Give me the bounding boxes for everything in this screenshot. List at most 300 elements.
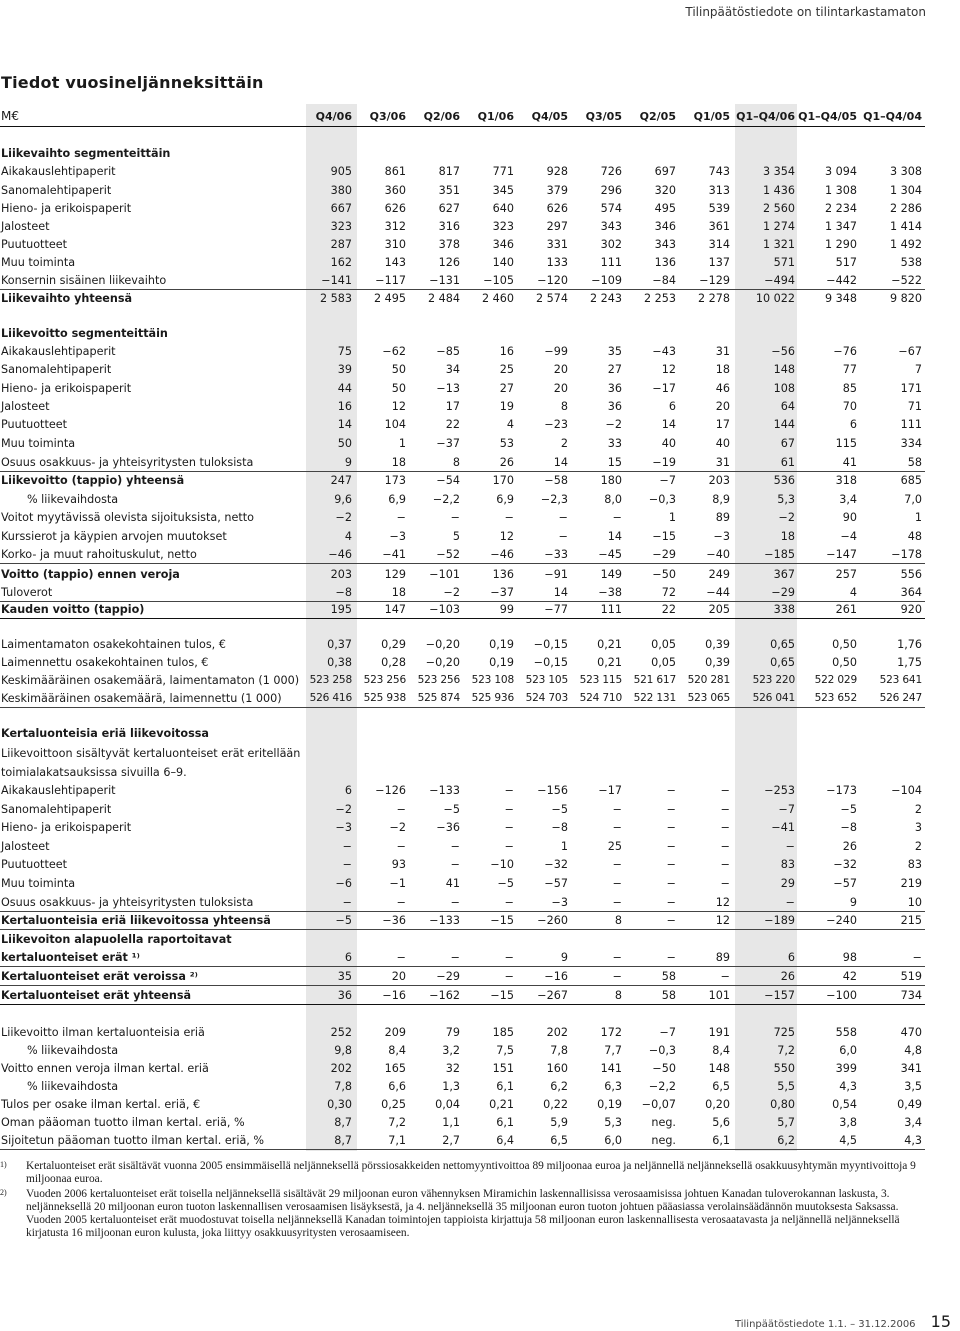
footnote-2: 2) Vuoden 2006 kertaluonteiset erät toisella neljänneksellä sisältävät 29 miljoonan euron vähennyksen Miramichin laskennallisissa verosaamisissa johtuen Kanadan tuloverokannan laskusta, 3. neljänneksellä 20 miljoonan euron tuoton laskennallisen verosaamisen lisäyksestä, ja 4. neljänneksellä 35 miljoonan euron tuoton johtuen pääasiassa verolainsäädännön muutoksesta Saksassa. Vuoden 2005 kertaluonteiset erät muodostuvat toisella neljänneksellä Kanadan toimintojen tappioista kirjattuja 58 miljoonan euron laskennallisesta verosaatavasta ja neljännellä neljänneksellä kirjatusta 16 miljoonan euron kulusta, joka liittyy osakkuusyritysten verosaamiseen. [0, 1188, 900, 1239]
table-cell: −33 [544, 548, 568, 561]
table-cell: −2 [335, 511, 352, 524]
table-cell: 1,76 [897, 638, 922, 651]
table-cell: 257 [835, 568, 857, 581]
table-cell: −44 [706, 586, 730, 599]
table-cell: −2 [778, 511, 795, 524]
table-cell: 0,29 [381, 638, 406, 651]
table-cell: 0,19 [597, 1098, 622, 1111]
table-cell: 817 [438, 165, 460, 178]
table-cell: 50 [391, 382, 406, 395]
row-label: Tulos per osake ilman kertal. eriä, € [1, 1098, 201, 1111]
table-cell: − [504, 951, 514, 964]
table-cell: 191 [708, 1026, 730, 1039]
table-cell: 0,50 [832, 656, 857, 669]
table-cell: 89 [715, 951, 730, 964]
table-cell: −105 [483, 274, 514, 287]
table-cell: 126 [438, 256, 460, 269]
table-cell: 1,3 [442, 1080, 460, 1093]
table-cell: 574 [600, 202, 622, 215]
row-label: % liikevaihdosta [27, 1080, 119, 1093]
table-cell: 18 [391, 456, 406, 469]
table-cell: 7,5 [496, 1044, 514, 1057]
table-cell: − [558, 530, 568, 543]
table-cell: −77 [544, 603, 568, 616]
table-cell: 83 [907, 858, 922, 871]
table-cell: − [666, 858, 676, 871]
table-cell: 12 [715, 914, 730, 927]
table-cell: 626 [546, 202, 568, 215]
table-cell: 41 [842, 456, 857, 469]
row-label: Konsernin sisäinen liikevaihto [1, 274, 167, 287]
table-cell: −6 [335, 877, 352, 890]
table-cell: 149 [600, 568, 622, 581]
table-cell: −494 [764, 274, 795, 287]
table-cell: 0,28 [381, 656, 406, 669]
table-cell: −178 [891, 548, 922, 561]
table-row [0, 745, 925, 762]
table-cell: 141 [600, 1062, 622, 1075]
table-cell: 1,1 [442, 1116, 460, 1129]
table-cell: 3,2 [442, 1044, 460, 1057]
table-cell: − [720, 877, 730, 890]
table-cell: − [666, 840, 676, 853]
table-cell: − [612, 951, 622, 964]
table-cell: 734 [900, 989, 922, 1002]
table-cell: −29 [436, 970, 460, 983]
table-cell: 5,5 [777, 1080, 795, 1093]
table-cell: 380 [330, 184, 352, 197]
table-cell: 71 [907, 400, 922, 413]
row-label: Keskimääräinen osakemäärä, laimentamaton (1 000) [1, 674, 300, 687]
table-cell: 536 [773, 474, 795, 487]
table-cell: − [612, 511, 622, 524]
table-cell: −0,3 [648, 1044, 676, 1057]
table-cell: 3,4 [904, 1116, 922, 1129]
table-row [0, 528, 925, 545]
table-cell: −3 [551, 896, 568, 909]
table-cell: −5 [443, 803, 460, 816]
table-cell: − [450, 896, 460, 909]
table-cell: 2 495 [373, 292, 406, 305]
table-cell: −57 [833, 877, 857, 890]
table-cell: −0,15 [533, 638, 568, 651]
table-row [0, 254, 925, 271]
row-label: Aikakauslehtipaperit [1, 345, 116, 358]
table-cell: 8,9 [712, 493, 730, 506]
table-cell: − [785, 896, 795, 909]
table-cell: −46 [328, 548, 352, 561]
table-cell: −5 [497, 877, 514, 890]
table-cell: 1 304 [889, 184, 922, 197]
table-cell: 111 [600, 603, 622, 616]
table-cell: 351 [438, 184, 460, 197]
table-row [0, 546, 925, 564]
table-cell: 538 [900, 256, 922, 269]
table-cell: 9 820 [889, 292, 922, 305]
table-cell: − [666, 951, 676, 964]
table-cell: 249 [708, 568, 730, 581]
table-cell: − [396, 896, 406, 909]
table-cell: 26 [780, 970, 795, 983]
table-cell: 4 [506, 418, 514, 431]
table-cell: 9,8 [334, 1044, 352, 1057]
table-cell: 524 703 [525, 692, 568, 704]
table-cell: 0,80 [770, 1098, 795, 1111]
table-cell: 18 [391, 586, 406, 599]
table-cell: 287 [330, 238, 352, 251]
row-label: Muu toiminta [1, 256, 76, 269]
table-row [0, 290, 925, 307]
table-cell: − [504, 896, 514, 909]
table-cell: 6,0 [604, 1134, 622, 1147]
table-cell: −62 [382, 345, 406, 358]
table-cell: 640 [492, 202, 514, 215]
table-cell: −43 [652, 345, 676, 358]
table-cell: 0,05 [651, 638, 676, 651]
table-row [0, 931, 925, 948]
table-row [0, 987, 925, 1005]
table-cell: 3 354 [762, 165, 795, 178]
table-cell: 203 [330, 568, 352, 581]
table-cell: 310 [384, 238, 406, 251]
table-cell: 0,19 [489, 638, 514, 651]
table-cell: 556 [900, 568, 922, 581]
period-header: Q3/06 [369, 110, 406, 123]
table-cell: 470 [900, 1026, 922, 1039]
table-cell: 697 [654, 165, 676, 178]
table-cell: 20 [391, 970, 406, 983]
table-cell: 0,04 [435, 1098, 460, 1111]
row-label: % liikevaihdosta [27, 1044, 119, 1057]
footnotes [0, 1160, 920, 1242]
table-cell: −109 [591, 274, 622, 287]
table-cell: 2 460 [481, 292, 514, 305]
table-cell: − [612, 877, 622, 890]
table-cell: 297 [546, 220, 568, 233]
table-cell: 89 [715, 511, 730, 524]
table-cell: −133 [429, 784, 460, 797]
row-label: Puutuotteet [1, 858, 67, 871]
table-cell: 517 [835, 256, 857, 269]
table-cell: 0,49 [897, 1098, 922, 1111]
table-cell: −129 [699, 274, 730, 287]
table-row [0, 672, 925, 689]
table-cell: 26 [842, 840, 857, 853]
table-row [0, 1024, 925, 1041]
table-cell: 64 [780, 400, 795, 413]
table-cell: 1 [668, 511, 676, 524]
table-cell: 85 [842, 382, 857, 395]
table-cell: 334 [900, 437, 922, 450]
table-cell: 50 [391, 363, 406, 376]
table-cell: 2 243 [589, 292, 622, 305]
table-cell: 523 065 [687, 692, 730, 704]
table-cell: 29 [780, 877, 795, 890]
table-cell: −0,07 [641, 1098, 676, 1111]
table-cell: 165 [384, 1062, 406, 1075]
table-cell: 523 108 [471, 674, 514, 686]
table-cell: −32 [833, 858, 857, 871]
table-cell: 4,3 [904, 1134, 922, 1147]
table-cell: 111 [900, 418, 922, 431]
table-cell: 90 [842, 511, 857, 524]
table-cell: 0,19 [489, 656, 514, 669]
table-cell: 0,65 [770, 656, 795, 669]
table-cell: −133 [429, 914, 460, 927]
table-cell: 928 [546, 165, 568, 178]
table-cell: 0,65 [770, 638, 795, 651]
table-cell: 8,7 [334, 1116, 352, 1129]
table-cell: −85 [436, 345, 460, 358]
table-row [0, 272, 925, 290]
table-cell: 9,6 [334, 493, 352, 506]
table-cell: −17 [652, 382, 676, 395]
table-row [0, 398, 925, 415]
table-cell: 20 [553, 382, 568, 395]
table-cell: 0,37 [327, 638, 352, 651]
table-cell: −101 [429, 568, 460, 581]
table-cell: − [504, 784, 514, 797]
row-label: Kauden voitto (tappio) [1, 603, 145, 616]
table-cell: 743 [708, 165, 730, 178]
table-cell: − [720, 970, 730, 983]
row-label: Aikakauslehtipaperit [1, 165, 116, 178]
row-label: Kertaluonteisia eriä liikevoitossa yhteensä [1, 914, 271, 927]
table-cell: 219 [900, 877, 922, 890]
table-cell: 53 [499, 437, 514, 450]
table-row [0, 636, 925, 653]
table-cell: 920 [900, 603, 922, 616]
table-cell: 20 [715, 400, 730, 413]
table-cell: 160 [546, 1062, 568, 1075]
table-cell: 685 [900, 474, 922, 487]
table-cell: 525 874 [417, 692, 460, 704]
table-cell: 523 652 [814, 692, 857, 704]
table-cell: 6,6 [388, 1080, 406, 1093]
table-cell: 111 [600, 256, 622, 269]
table-cell: −19 [652, 456, 676, 469]
table-cell: 726 [600, 165, 622, 178]
table-row [0, 454, 925, 472]
table-cell: −29 [652, 548, 676, 561]
table-cell: − [720, 840, 730, 853]
table-cell: 25 [607, 840, 622, 853]
table-cell: − [785, 840, 795, 853]
table-cell: 31 [715, 345, 730, 358]
table-cell: 36 [607, 400, 622, 413]
table-cell: 48 [907, 530, 922, 543]
table-cell: 98 [842, 951, 857, 964]
table-cell: −103 [429, 603, 460, 616]
table-row [0, 782, 925, 799]
table-cell: 1 308 [824, 184, 857, 197]
table-cell: 905 [330, 165, 352, 178]
table-cell: 5,3 [777, 493, 795, 506]
table-cell: 27 [499, 382, 514, 395]
table-cell: 40 [661, 437, 676, 450]
period-header: Q1–Q4/05 [798, 110, 857, 123]
table-cell: 5,7 [777, 1116, 795, 1129]
table-cell: 1 274 [762, 220, 795, 233]
table-cell: −8 [551, 821, 568, 834]
table-cell: 1 321 [762, 238, 795, 251]
row-label: Sanomalehtipaperit [1, 363, 112, 376]
table-cell: 39 [337, 363, 352, 376]
table-cell: − [720, 821, 730, 834]
table-cell: 35 [337, 970, 352, 983]
table-cell: 6 [344, 951, 352, 964]
period-header: Q2/05 [639, 110, 676, 123]
table-cell: 34 [445, 363, 460, 376]
row-label: Voitot myytävissä olevista sijoituksista, netto [1, 511, 254, 524]
table-cell: 571 [773, 256, 795, 269]
table-cell: −5 [551, 803, 568, 816]
table-cell: −37 [436, 437, 460, 450]
running-header: Tilinpäätöstiedote on tilintarkastamaton [685, 5, 926, 19]
table-cell: −253 [764, 784, 795, 797]
table-cell: 338 [773, 603, 795, 616]
period-header: Q2/06 [423, 110, 460, 123]
table-cell: 521 617 [633, 674, 676, 686]
row-label: Voitto (tappio) ennen veroja [1, 568, 180, 581]
table-cell: 296 [600, 184, 622, 197]
table-cell: 42 [842, 970, 857, 983]
table-cell: 1 347 [824, 220, 857, 233]
table-cell: 75 [337, 345, 352, 358]
table-cell: 16 [337, 400, 352, 413]
table-cell: 2 234 [824, 202, 857, 215]
table-cell: 32 [445, 1062, 460, 1075]
table-cell: 104 [384, 418, 406, 431]
table-cell: −1 [389, 877, 406, 890]
table-cell: 58 [907, 456, 922, 469]
period-header: Q4/05 [531, 110, 568, 123]
row-label: Korko- ja muut rahoituskulut, netto [1, 548, 197, 561]
table-cell: − [342, 896, 352, 909]
row-label: % liikevaihdosta [27, 493, 119, 506]
table-cell: 8 [614, 914, 622, 927]
table-cell: −189 [764, 914, 795, 927]
table-cell: 6,5 [712, 1080, 730, 1093]
row-label: Liikevoitto ilman kertaluonteisia eriä [1, 1026, 205, 1039]
table-cell: 3,5 [904, 1080, 922, 1093]
table-row [0, 472, 925, 489]
table-cell: 6,9 [388, 493, 406, 506]
table-cell: 18 [715, 363, 730, 376]
table-cell: −32 [544, 858, 568, 871]
table-cell: 361 [708, 220, 730, 233]
table-cell: 115 [835, 437, 857, 450]
table-row [0, 1078, 925, 1095]
row-label: Osuus osakkuus- ja yhteisyritysten tuloksista [1, 456, 254, 469]
table-cell: − [720, 784, 730, 797]
table-cell: −10 [490, 858, 514, 871]
row-label: Jalosteet [1, 400, 50, 413]
table-cell: 0,30 [327, 1098, 352, 1111]
table-cell: −3 [335, 821, 352, 834]
table-row [0, 1060, 925, 1077]
row-label: Sanomalehtipaperit [1, 184, 112, 197]
table-cell: − [612, 896, 622, 909]
table-cell: 316 [438, 220, 460, 233]
table-cell: −267 [537, 989, 568, 1002]
table-cell: 525 936 [471, 692, 514, 704]
table-cell: −2 [605, 418, 622, 431]
row-label: Kertaluonteiset erät veroissa ²⁾ [1, 970, 198, 983]
table-cell: 6,1 [496, 1080, 514, 1093]
table-cell: 8 [452, 456, 460, 469]
table-cell: −8 [840, 821, 857, 834]
table-cell: 495 [654, 202, 676, 215]
table-cell: 36 [337, 989, 352, 1002]
table-cell: −2,2 [648, 1080, 676, 1093]
table-cell: 44 [337, 382, 352, 395]
table-cell: − [612, 858, 622, 871]
table-cell: −5 [840, 803, 857, 816]
table-cell: 3 [914, 821, 922, 834]
table-cell: − [504, 840, 514, 853]
table-cell: 0,25 [381, 1098, 406, 1111]
table-cell: −52 [436, 548, 460, 561]
table-cell: −40 [706, 548, 730, 561]
table-cell: − [666, 896, 676, 909]
table-row [0, 380, 925, 397]
table-cell: − [396, 803, 406, 816]
table-cell: −157 [764, 989, 795, 1002]
period-header: Q4/06 [315, 110, 352, 123]
table-row [0, 416, 925, 433]
row-label: Laimentamaton osakekohtainen tulos, € [1, 638, 226, 651]
table-cell: 151 [492, 1062, 514, 1075]
table-cell: − [612, 970, 622, 983]
table-row [0, 435, 925, 452]
table-cell: −15 [652, 530, 676, 543]
table-cell: −2 [389, 821, 406, 834]
table-cell: −99 [544, 345, 568, 358]
table-cell: −16 [544, 970, 568, 983]
table-cell: 17 [445, 400, 460, 413]
table-cell: −15 [490, 989, 514, 1002]
table-cell: 3 094 [824, 165, 857, 178]
table-cell: −100 [826, 989, 857, 1002]
table-cell: 20 [553, 363, 568, 376]
table-cell: −7 [659, 474, 676, 487]
table-cell: 79 [445, 1026, 460, 1039]
table-cell: −3 [389, 530, 406, 543]
table-cell: 6,1 [496, 1116, 514, 1129]
table-cell: 523 115 [579, 674, 622, 686]
table-cell: 16 [499, 345, 514, 358]
table-cell: −56 [771, 345, 795, 358]
table-cell: 2 574 [535, 292, 568, 305]
table-cell: − [396, 511, 406, 524]
table-row [0, 690, 925, 708]
row-label: Jalosteet [1, 220, 50, 233]
table-cell: 323 [330, 220, 352, 233]
table-row [0, 1042, 925, 1059]
table-cell: −17 [598, 784, 622, 797]
table-cell: 6,5 [550, 1134, 568, 1147]
table-cell: 523 220 [752, 674, 795, 686]
table-cell: 7,8 [550, 1044, 568, 1057]
table-cell: 9 348 [824, 292, 857, 305]
table-cell: 7,2 [777, 1044, 795, 1057]
table-cell: 345 [492, 184, 514, 197]
table-cell: 140 [492, 256, 514, 269]
table-cell: 8,4 [712, 1044, 730, 1057]
table-cell: 3,4 [839, 493, 857, 506]
table-row [0, 819, 925, 836]
